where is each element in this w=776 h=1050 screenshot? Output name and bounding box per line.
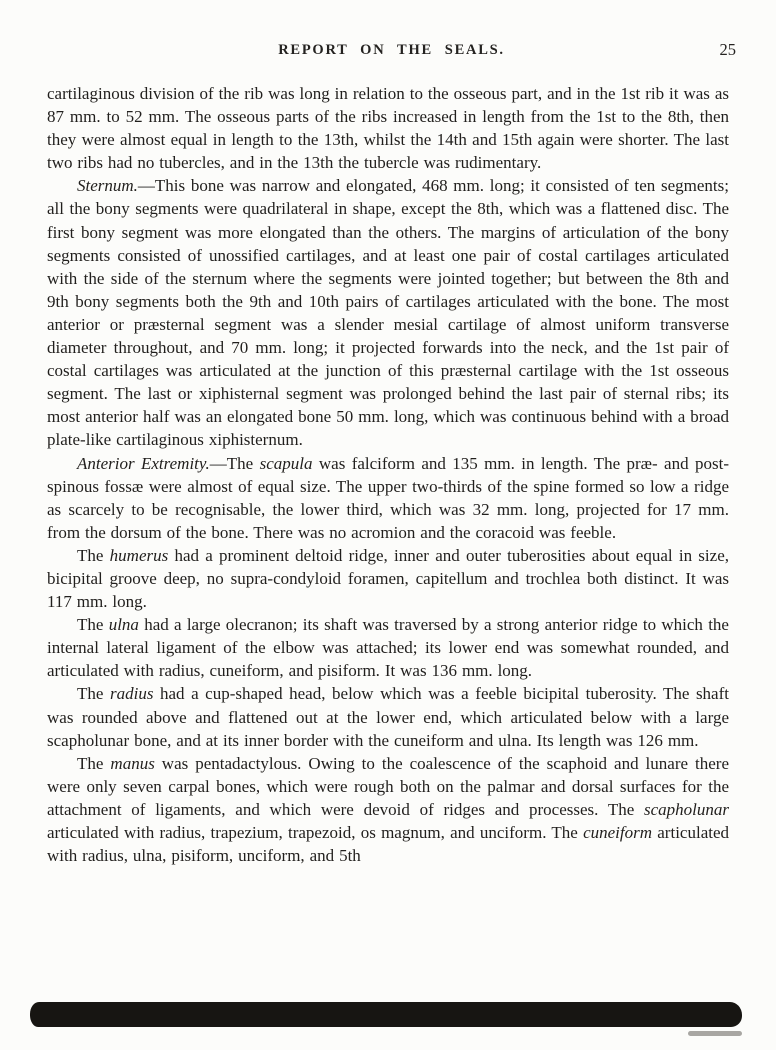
text-segment: articulated with radius, trapezium, trapezoid, os magnum, and unciform. The	[47, 823, 584, 842]
text-segment: cartilaginous division of the rib was long in relation to the osseous part, and in the 1st rib it was as 87 mm. to 52 mm. The osseous parts of the ribs increased in length from the 1st to the 8th, then they were almost equal in length to the 13th, whilst the 14th and 15th again were shorter. The last two ribs had no tubercles, and in the 13th the tubercle was rudimentary.	[47, 84, 729, 173]
text-segment: The	[77, 684, 110, 704]
page-body	[47, 82, 729, 867]
text-segment: was pentadactylous. Owing to the coalescence of the scaphoid and lunare there were only seven carpal bones, which were rough both on the palmar and dorsal surfaces for the attachment of ligaments, and which were devoid of ridges and processes. The	[47, 753, 729, 819]
italic-term: scapholunar	[644, 799, 729, 819]
text-segment: —This bone was narrow and elongated, 468 mm. long; it consisted of ten segments; all the bony segments were quadrilateral in shape, except the 8th, which was a flattened disc. The first bony segment was more elongated than the others. The margins of articulation of the bony segments consisted of unossified cartilages, and at least one pair of costal cartilages articulated with the side of the sternum where the segments were jointed together; but between the 8th and 9th bony segments both the 9th and 10th pairs of cartilages articulated with the bone. The most anterior or præsternal segment was a slender mesial cartilage of almost uniform transverse diameter throughout, and 70 mm. long; it projected forwards into the neck, and the 1st pair of costal cartilages was articulated at the junction of this præsternal cartilage with the 1st osseous segment. The last or xiphisternal segment was prolonged behind the last pair of sternal ribs; its most anterior half was an elongated bone 50 mm. long, which was continuous behind with a broad plate-like cartilaginous xiphisternum.	[47, 176, 729, 450]
running-title: REPORT ON THE SEALS.	[278, 42, 505, 58]
paragraph	[47, 682, 729, 751]
text-segment: The	[77, 545, 110, 565]
italic-term: manus	[110, 753, 155, 773]
text-segment: had a large olecranon; its shaft was traversed by a strong anterior ridge to which the internal lateral ligament of the elbow was attached; its lower end was somewhat rounded, and articulated with radius, cuneiform, and pisiform. It was 136 mm. long.	[47, 615, 729, 681]
italic-term: Sternum.	[77, 176, 138, 196]
italic-term: Anterior Extremity.	[77, 453, 210, 473]
paragraph	[47, 452, 729, 544]
text-segment: The	[77, 615, 109, 635]
text-segment: The	[77, 753, 111, 773]
scan-artifact-bar	[30, 1002, 742, 1027]
text-segment: —The	[209, 453, 260, 473]
text-segment: had a prominent deltoid ridge, inner and outer tuberosities about equal in size, bicipital groove deep, no supra-condyloid foramen, capitellum and trochlea both distinct. It was 117 mm. long.	[47, 545, 729, 612]
scan-artifact-mark	[688, 1031, 742, 1036]
italic-term: radius	[109, 684, 154, 704]
italic-term: ulna	[108, 615, 139, 635]
page-header	[47, 42, 736, 64]
text-segment: was falciform and 135 mm. in length. The præ- and post-spinous fossæ were almost of equal size. The upper two-thirds of the spine formed so low a ridge as scarcely to be recognisable, the lower third, which was 32 mm. long, projected for 17 mm. from the dorsum of the bone. There was no acromion and the coracoid was feeble.	[47, 453, 729, 542]
paragraph	[47, 544, 729, 613]
italic-term: humerus	[109, 545, 169, 565]
paragraph	[47, 174, 729, 451]
italic-term: cuneiform	[583, 823, 653, 842]
text-segment: articulated with radius, ulna, pisiform, unciform, and 5th	[47, 823, 730, 866]
page-number: 25	[719, 40, 736, 59]
italic-term: scapula	[259, 453, 313, 473]
paragraph	[47, 752, 729, 867]
paragraph	[47, 82, 729, 174]
paragraph	[47, 613, 729, 682]
text-segment: had a cup-shaped head, below which was a feeble bicipital tuberosity. The shaft was rounded above and flattened out at the lower end, which articulated below with a large scapholunar bone, and at its inner border with the cuneiform and ulna. Its length was 126 mm.	[47, 684, 729, 750]
